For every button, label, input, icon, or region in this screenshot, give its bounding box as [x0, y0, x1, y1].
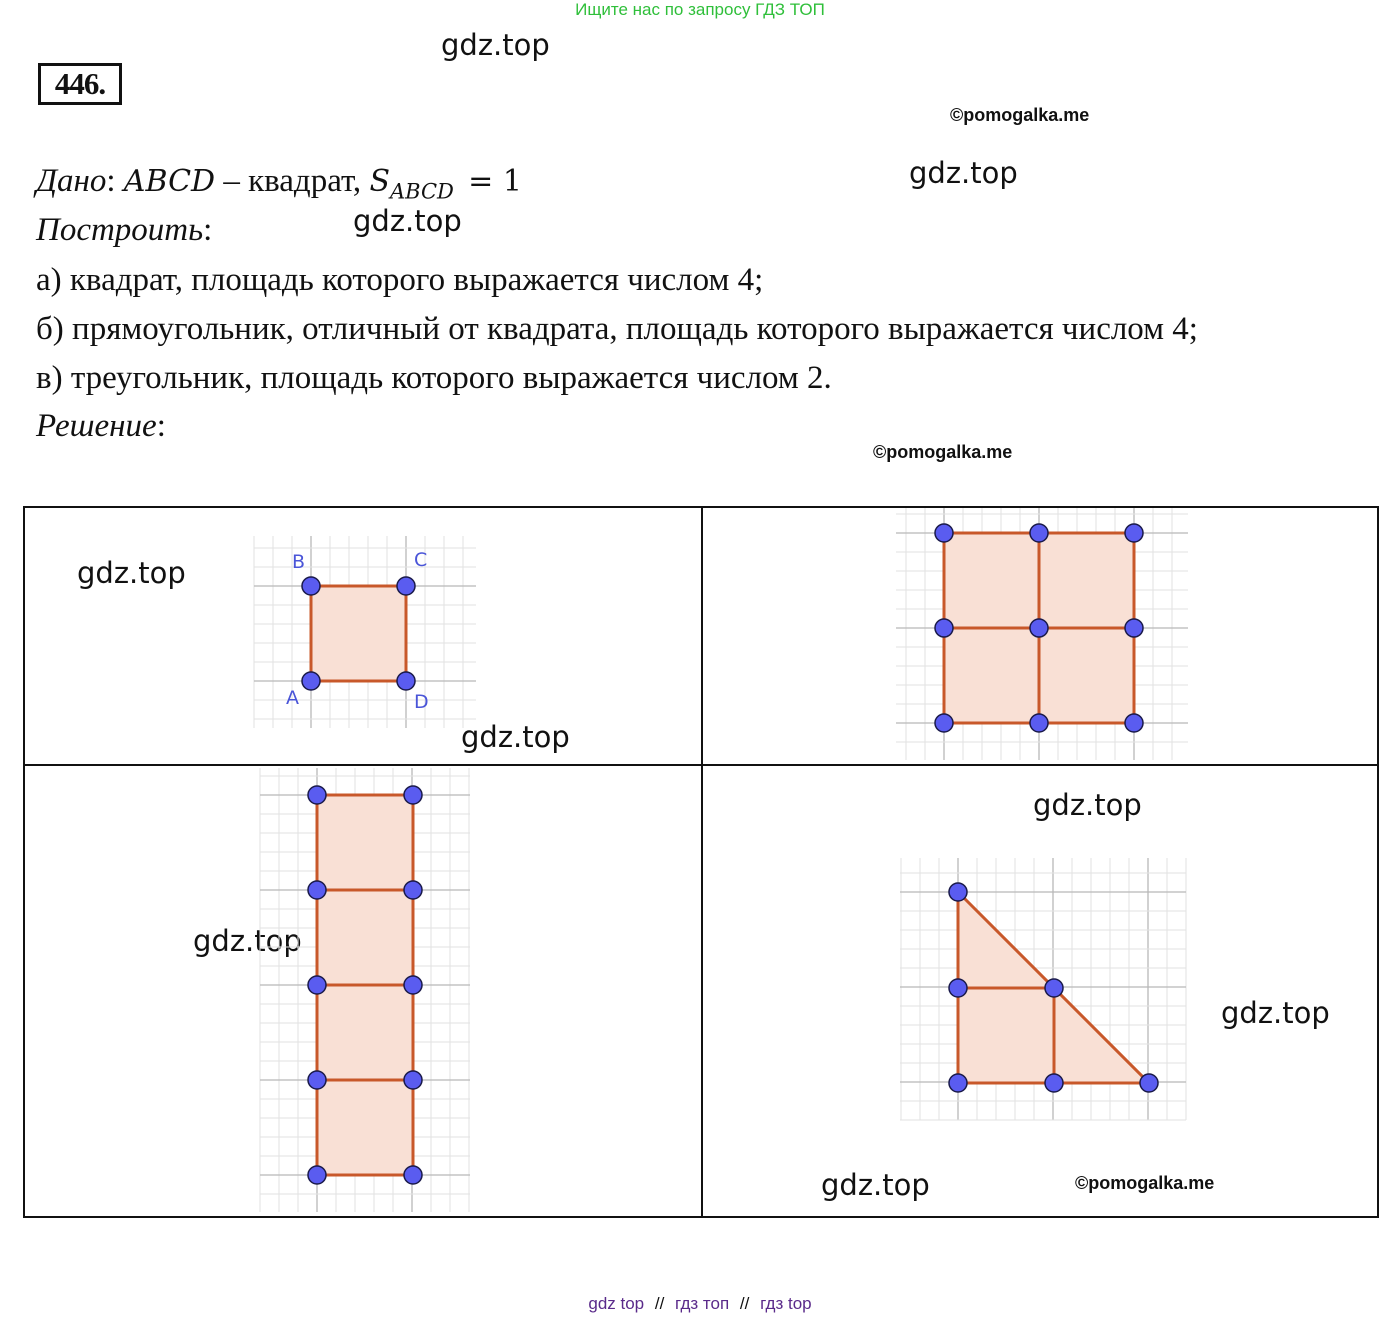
- grid-point[interactable]: [949, 979, 967, 997]
- watermark: gdz.top: [909, 156, 1018, 190]
- construct-sep: :: [203, 212, 213, 248]
- grid-point[interactable]: [404, 976, 422, 994]
- figure-square-area-4: [896, 508, 1188, 760]
- grid-point[interactable]: [1030, 524, 1048, 542]
- grid-point[interactable]: [308, 881, 326, 899]
- grid-point[interactable]: [1125, 619, 1143, 637]
- label-a: A: [286, 687, 299, 709]
- problem-number: 446.: [38, 63, 122, 105]
- watermark: gdz.top: [441, 28, 550, 62]
- label-c: C: [414, 549, 428, 571]
- solution-label: Решение: [36, 408, 157, 444]
- grid-point[interactable]: [308, 1071, 326, 1089]
- area-value: = 1: [468, 164, 522, 199]
- given-sep: :: [106, 163, 116, 199]
- grid-point[interactable]: [404, 1166, 422, 1184]
- grid-point[interactable]: [1125, 524, 1143, 542]
- grid-point[interactable]: [1030, 619, 1048, 637]
- top-banner[interactable]: Ищите нас по запросу ГДЗ ТОП: [575, 0, 825, 19]
- watermark: gdz.top: [77, 556, 186, 590]
- watermark: gdz.top: [193, 924, 302, 958]
- footer-link[interactable]: гдз топ: [675, 1294, 730, 1313]
- footer-link[interactable]: gdz top: [588, 1294, 645, 1313]
- given-label: Дано: [36, 163, 107, 199]
- grid-point[interactable]: [935, 524, 953, 542]
- grid-point[interactable]: [949, 883, 967, 901]
- given-text: – квадрат,: [223, 163, 362, 199]
- item-b: б) прямоугольник, отличный от квадрата, площадь которого выражается числом 4;: [36, 311, 1198, 347]
- grid-point[interactable]: [308, 786, 326, 804]
- point-c[interactable]: [397, 577, 415, 595]
- area-subscript: ABCD: [390, 179, 454, 204]
- grid-point[interactable]: [308, 976, 326, 994]
- watermark: gdz.top: [461, 720, 570, 754]
- table-divider-vertical: [701, 506, 703, 1218]
- grid-point[interactable]: [1140, 1074, 1158, 1092]
- watermark: gdz.top: [821, 1168, 930, 1202]
- grid-point[interactable]: [935, 619, 953, 637]
- grid-point[interactable]: [308, 1166, 326, 1184]
- grid-point[interactable]: [404, 786, 422, 804]
- grid-point[interactable]: [1030, 714, 1048, 732]
- grid-point[interactable]: [1045, 979, 1063, 997]
- item-c: в) треугольник, площадь которого выражается числом 2.: [36, 360, 832, 396]
- solution-line: [36, 408, 166, 445]
- copyright: ©pomogalka.me: [950, 105, 1090, 125]
- item-a: а) квадрат, площадь которого выражается числом 4;: [36, 262, 764, 298]
- label-b: B: [292, 551, 306, 573]
- point-d[interactable]: [397, 672, 415, 690]
- area-symbol: S: [369, 164, 390, 199]
- given-line: [36, 163, 522, 204]
- table-divider-horizontal: [23, 764, 1379, 766]
- construct-label: Построить: [36, 212, 204, 248]
- figure-rectangle-area-4: [260, 768, 470, 1212]
- figure-triangle-area-2: [900, 858, 1186, 1120]
- watermark: gdz.top: [1033, 788, 1142, 822]
- grid-point[interactable]: [404, 1071, 422, 1089]
- grid-point[interactable]: [949, 1074, 967, 1092]
- watermark: gdz.top: [353, 204, 462, 238]
- point-a[interactable]: [302, 672, 320, 690]
- construct-line: [36, 212, 212, 249]
- solution-sep: :: [156, 408, 166, 444]
- grid-point[interactable]: [1125, 714, 1143, 732]
- figure-unit-square: [254, 536, 476, 728]
- point-b[interactable]: [302, 577, 320, 595]
- grid-point[interactable]: [1045, 1074, 1063, 1092]
- footer-link[interactable]: гдз top: [760, 1294, 812, 1313]
- grid-point[interactable]: [404, 881, 422, 899]
- footer-separator: //: [739, 1294, 750, 1313]
- label-d: D: [414, 691, 429, 713]
- watermark: gdz.top: [1221, 996, 1330, 1030]
- copyright: ©pomogalka.me: [873, 442, 1013, 462]
- given-abcd: ABCD: [123, 164, 216, 199]
- square-fill: [311, 586, 406, 681]
- grid-point[interactable]: [935, 714, 953, 732]
- footer: [0, 1294, 1400, 1314]
- copyright: ©pomogalka.me: [1075, 1173, 1215, 1193]
- footer-separator: //: [654, 1294, 665, 1313]
